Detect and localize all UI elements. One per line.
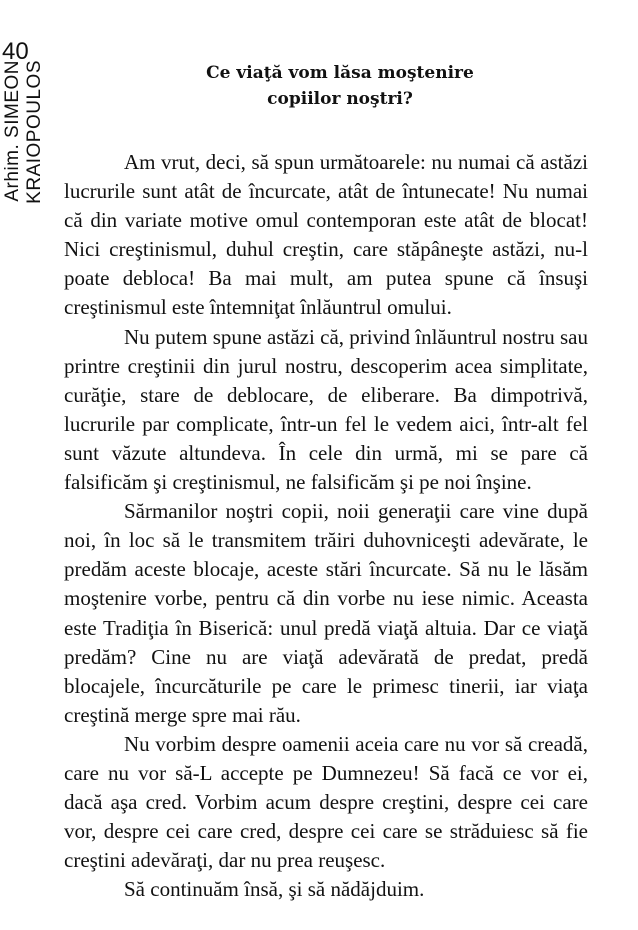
chapter-title-line1: Ce viaţă vom lăsa moştenire — [206, 63, 474, 83]
author-name-line2: KRAIOPOULOS — [24, 60, 45, 204]
body-text — [64, 148, 588, 904]
author-name-line1: Arhim. SIMEON — [2, 60, 23, 202]
paragraph-2: Nu putem spune astăzi că, privind înlăuntrul nostru sau printre creştinii din jurul nostru, descoperim acea simplitate, curăţie, stare de deblocare, de eliberare. Ba dimpotrivă, lucrurile par complicate, într-un fel le vedem aici, într-alt fel sunt văzute altundeva. În cele din urmă, mi se pare că falsificăm şi creştinismul, ne falsificăm şi pe noi înşine. — [64, 324, 588, 495]
paragraph-3: Sărmanilor noştri copii, noii generaţii care vine după noi, în loc să le transmitem trăiri duhovniceşti adevărate, le predăm aceste blocaje, aceste stări încurcate. Să nu le lăsăm moştenire vorbe, pentru că din vorbe nu iese nimic. Aceasta este Tradiţia în Biserică: unul predă viaţă altuia. Dar ce viaţă predăm? Cine nu are viaţă adevărată de predat, predă blocajele, încurcăturile pe care le primesc tinerii, iar viaţa creştină merge spre mai rău. — [64, 499, 588, 727]
chapter-title — [160, 60, 520, 112]
paragraph-1: Am vrut, deci, să spun următoarele: nu numai că astăzi lucrurile sunt atât de încurcate, atât de întunecate! Nu numai că din variate motive omul contemporan este atât de blocat! Nici creştinismul, duhul creştin, care stăpâneşte astăzi, nu-l poate debloca! Ba mai mult, am putea spune că însuşi creştinismul este întemniţat înlăuntrul omului. — [64, 150, 588, 320]
paragraph-4: Nu vorbim despre oamenii aceia care nu vor să creadă, care nu vor să-L accepte pe Dumnezeu! Să facă ce vor ei, dacă aşa cred. Vorbim acum despre creştini, despre cei care vor, despre cei care cred, despre cei care se străduiesc să fie creştini adevăraţi, dar nu prea reuşesc. — [64, 731, 588, 873]
running-header-author — [2, 60, 46, 250]
chapter-title-line2: copiilor noştri? — [267, 89, 413, 109]
page-number: 40 — [2, 38, 29, 65]
paragraph-5: Să continuăm însă, şi să nădăjduim. — [124, 877, 425, 902]
